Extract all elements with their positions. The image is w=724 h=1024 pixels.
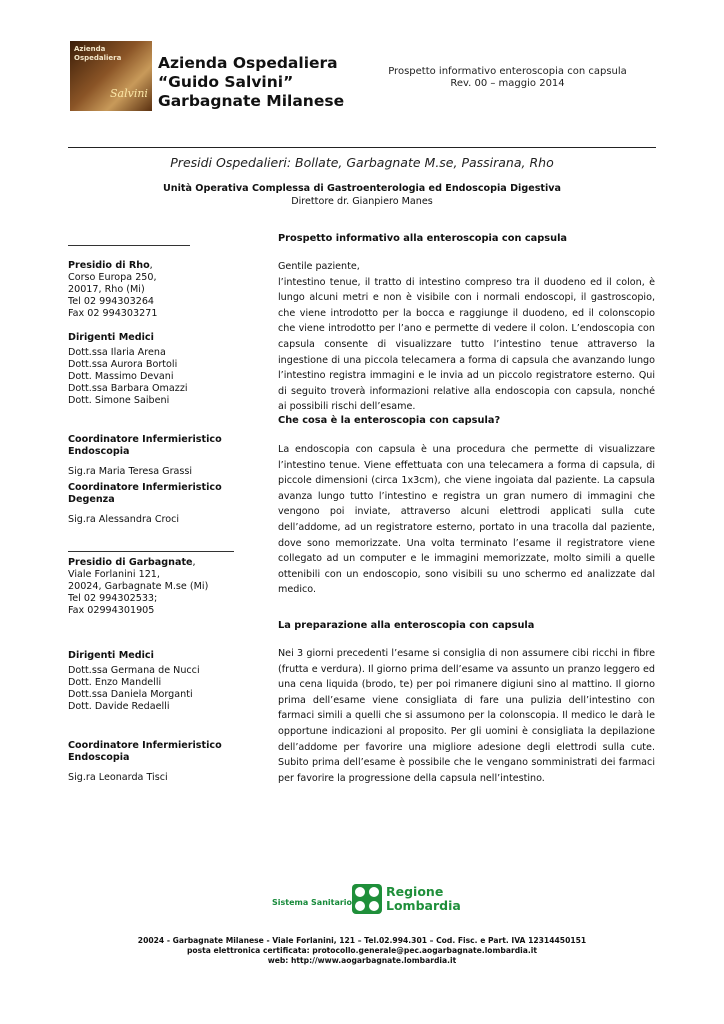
section-2-body (278, 646, 655, 786)
document-revision: Rev. 00 – maggio 2014 (450, 78, 565, 89)
coord-title-2: Degenza (68, 494, 115, 505)
doctor-name: Dott. Davide Redaelli (68, 701, 170, 712)
regione-lombardia-logo (272, 884, 461, 916)
document-title: Prospetto informativo enteroscopia con capsula (388, 66, 627, 77)
section-1-heading: Che cosa è la enteroscopia con capsula? (278, 415, 501, 426)
doctor-name: Dott.ssa Barbara Omazzi (68, 383, 188, 394)
section-2-paragraph: Nei 3 giorni precedenti l’esame si consiglia di non assumere cibi ricchi in fibre (frutta e verdura). Il giorno prima dell’esame va assunto un pranzo leggero ed una cena liquida (brodo, te) per poi rimanere digiuni sino al mattino. Il giorno prima dell’esame viene consigliata di fare una pulizia dell’intestino con farmaci simili a quelli che si assumono per la colonscopia. Il medico le darà le opportune indicazioni al proposito. Per gli uomini è consigliata la depilazione dell’addome per favorire una migliore adesione degli elettrodi sulla cute. Subito prima dell’esame è possibile che le vengano somministrati dei farmaci per favorire la progressione della capsula nell’intestino. (278, 648, 655, 784)
logo-text-1: Azienda (74, 45, 106, 53)
rho-address-2: 20017, Rho (Mi) (68, 284, 145, 295)
section-2-heading: La preparazione alla enteroscopia con capsula (278, 620, 535, 631)
dirigenti-garbagnate (68, 650, 243, 713)
coord-title-1: Coordinatore Infermieristico (68, 482, 222, 493)
org-line-3: Garbagnate Milanese (158, 92, 345, 110)
coord-name: Sig.ra Leonarda Tisci (68, 772, 168, 783)
presidio-garbagnate-title: Presidio di Garbagnate (68, 557, 193, 568)
coord-title-1: Coordinatore Infermieristico (68, 740, 222, 751)
logo-text-2: Ospedaliera (74, 54, 122, 62)
header-divider (68, 147, 656, 148)
garbagnate-address-2: 20024, Garbagnate M.se (Mi) (68, 581, 209, 592)
footer-contacts (68, 936, 656, 966)
logo-signature: Salvini (110, 87, 148, 100)
dirigenti-garbagnate-title: Dirigenti Medici (68, 650, 154, 661)
presidio-garbagnate: Presidio di Garbagnate, Viale Forlanini 121, 20024, Garbagnate M.se (Mi) Tel 02 994302533; Fax 02994301905 (68, 557, 243, 617)
coordinatore-endoscopia-garbagnate (68, 740, 243, 784)
organization-name (158, 54, 344, 111)
presidio-rho: Presidio di Rho, Corso Europa 250, 20017, Rho (Mi) Tel 02 994303264 Fax 02 994303271 (68, 260, 243, 320)
coord-name: Sig.ra Maria Teresa Grassi (68, 466, 193, 477)
main-title-block (278, 233, 655, 244)
doctor-name: Dott.ssa Aurora Bortoli (68, 359, 178, 370)
garbagnate-fax: Fax 02994301905 (68, 605, 155, 616)
regione-lombardia-icon (352, 884, 382, 914)
presidio-rho-title: Presidio di Rho (68, 260, 150, 271)
footer-address: 20024 - Garbagnate Milanese - Viale Forlanini, 121 – Tel.02.994.301 – Cod. Fisc. e Part. IVA 12314450151 (137, 936, 587, 945)
unit-name: Unità Operativa Complessa di Gastroenterologia ed Endoscopia Digestiva (162, 183, 562, 194)
hospital-logo (70, 41, 152, 111)
footer-pec: posta elettronica certificata: protocollo.generale@pec.aogarbagnate.lombardia.it (186, 946, 538, 955)
coordinatore-endoscopia-rho (68, 434, 243, 478)
main-title: Prospetto informativo alla enteroscopia con capsula (278, 233, 568, 244)
org-line-1: Azienda Ospedaliera (158, 54, 338, 72)
document-heading (360, 66, 655, 90)
coord-name: Sig.ra Alessandra Croci (68, 514, 180, 525)
section-1-paragraph: La endoscopia con capsula è una procedura che permette di visualizzare l’intestino tenue. Viene effettuata con una telecamera a forma di capsula, di piccole dimensioni (circa 1x3cm), che viene ingoiata dal paziente. La capsula avanza lungo tutto l’intestino e registra un gran numero di immagini che vengono poi inviate, attraverso alcuni elettrodi applicati sulla cute dell’addome, ad un registratore esterno, portato in una tracolla dal paziente, dove sono memorizzate. Una volta terminato l’esame il registratore viene collegato ad un computer e le immagini memorizzate, molto simili a quelle ottenibili con un endoscopio, sono visibili su uno schermo ed analizzate dal medico. (278, 444, 655, 596)
rho-phone: Tel 02 994303264 (68, 296, 155, 307)
coord-title-2: Endoscopia (68, 446, 130, 457)
regione-text: Regione (386, 884, 444, 899)
lombardia-text: Lombardia (386, 898, 461, 913)
dirigenti-rho (68, 332, 243, 407)
director-line: Direttore dr. Gianpiero Manes (291, 196, 433, 207)
coord-title-2: Endoscopia (68, 752, 130, 763)
doctor-name: Dott. Massimo Devani (68, 371, 174, 382)
garbagnate-address-1: Viale Forlanini 121, (68, 569, 160, 580)
rho-address-1: Corso Europa 250, (68, 272, 157, 283)
section-1-body (278, 442, 655, 598)
presidi-line: Presidi Ospedalieri: Bollate, Garbagnate M.se, Passirana, Rho (170, 155, 554, 170)
footer-web: web: http://www.aogarbagnate.lombardia.it (267, 956, 457, 965)
intro-block (278, 259, 655, 415)
doctor-name: Dott.ssa Ilaria Arena (68, 347, 166, 358)
doctor-name: Dott.ssa Daniela Morganti (68, 689, 193, 700)
doctor-name: Dott. Simone Saibeni (68, 395, 170, 406)
intro-paragraph: l’intestino tenue, il tratto di intestino compreso tra il duodeno ed il colon, è lungo alcuni metri e non è visibile con i normali endoscopi, il gastroscopio, che viene introdotto per la bocca e raggiunge il duodeno, ed il colonscopio che viene introdotto per l’ano e permette di vedere il colon. L’endoscopia con capsula consente di visualizzare tutto l’intestino tenue attraverso la ingestione di una piccola telecamera a forma di capsula che avanzando lungo l’intestino registra immagini e le invia ad un piccolo registratore esterno. Qui di seguito troverà informazioni relative alla endoscopia con capsula, nonché ai possibili rischi dell’esame. (278, 276, 655, 413)
doctor-name: Dott.ssa Germana de Nucci (68, 665, 200, 676)
garbagnate-phone: Tel 02 994302533; (68, 593, 158, 604)
sistema-sanitario-text: Sistema Sanitario (272, 898, 353, 907)
dirigenti-rho-title: Dirigenti Medici (68, 332, 154, 343)
left-divider-1 (68, 245, 190, 246)
greeting: Gentile paziente, (278, 261, 360, 272)
doctor-name: Dott. Enzo Mandelli (68, 677, 162, 688)
left-divider-2 (68, 551, 234, 552)
rho-fax: Fax 02 994303271 (68, 308, 158, 319)
org-line-2: “Guido Salvini” (158, 73, 294, 91)
section-1-heading-block (278, 415, 655, 426)
section-2-heading-block (278, 620, 655, 631)
coordinatore-degenza-rho (68, 482, 243, 526)
coord-title-1: Coordinatore Infermieristico (68, 434, 222, 445)
